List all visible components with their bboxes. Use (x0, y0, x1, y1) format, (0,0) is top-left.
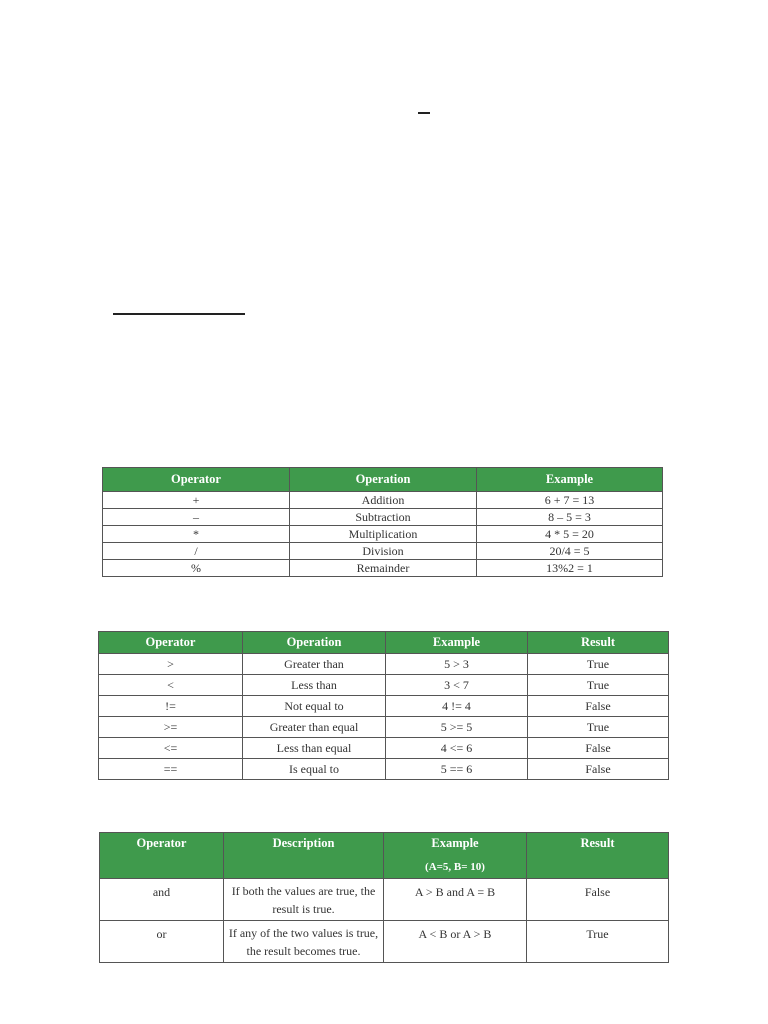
table-row (103, 543, 663, 560)
operator-cell: <= (99, 738, 243, 759)
example-cell: 4 != 4 (386, 696, 528, 717)
header-example (384, 833, 527, 879)
stray-dash-mark (418, 112, 430, 114)
example-cell: 3 < 7 (386, 675, 528, 696)
operation-cell: Division (290, 543, 477, 560)
operator-cell: >= (99, 717, 243, 738)
result-cell: False (528, 738, 669, 759)
header-operation: Operation (290, 468, 477, 492)
operator-cell: == (99, 759, 243, 780)
operator-cell: and (100, 879, 224, 921)
operator-cell: % (103, 560, 290, 577)
table-header-row (99, 632, 669, 654)
header-example-label: Example (431, 836, 479, 850)
table-row (100, 879, 669, 921)
operator-cell: * (103, 526, 290, 543)
table-row (100, 921, 669, 963)
example-cell: 4 * 5 = 20 (477, 526, 663, 543)
table-header-row (100, 833, 669, 879)
description-cell: If both the values are true, the result is true. (224, 879, 384, 921)
operation-cell: Less than (243, 675, 386, 696)
example-cell: A > B and A = B (384, 879, 527, 921)
table-row (99, 654, 669, 675)
example-cell: 5 == 6 (386, 759, 528, 780)
operation-cell: Addition (290, 492, 477, 509)
header-example-subheader: (A=5, B= 10) (425, 861, 485, 873)
result-cell: False (528, 759, 669, 780)
operator-cell: – (103, 509, 290, 526)
logical-operators-table (99, 832, 669, 963)
operation-cell: Multiplication (290, 526, 477, 543)
table-row (103, 560, 663, 577)
result-cell: True (527, 921, 669, 963)
table-row (99, 759, 669, 780)
operator-cell: > (99, 654, 243, 675)
example-cell: 6 + 7 = 13 (477, 492, 663, 509)
description-cell: If any of the two values is true, the result becomes true. (224, 921, 384, 963)
operator-cell: / (103, 543, 290, 560)
heading-underline (113, 313, 245, 315)
header-result: Result (527, 833, 669, 879)
header-operation: Operation (243, 632, 386, 654)
result-cell: True (528, 675, 669, 696)
operator-cell: or (100, 921, 224, 963)
operation-cell: Is equal to (243, 759, 386, 780)
example-cell: 5 > 3 (386, 654, 528, 675)
relational-operators-table (98, 631, 669, 780)
example-cell: 20/4 = 5 (477, 543, 663, 560)
operator-cell: != (99, 696, 243, 717)
operation-cell: Less than equal (243, 738, 386, 759)
header-operator: Operator (103, 468, 290, 492)
table-row (99, 738, 669, 759)
result-cell: True (528, 654, 669, 675)
table-row (99, 675, 669, 696)
example-cell: 8 – 5 = 3 (477, 509, 663, 526)
example-cell: A < B or A > B (384, 921, 527, 963)
header-example: Example (477, 468, 663, 492)
example-cell: 5 >= 5 (386, 717, 528, 738)
operation-cell: Remainder (290, 560, 477, 577)
result-cell: False (527, 879, 669, 921)
header-operator: Operator (100, 833, 224, 879)
example-cell: 13%2 = 1 (477, 560, 663, 577)
header-description: Description (224, 833, 384, 879)
example-cell: 4 <= 6 (386, 738, 528, 759)
operation-cell: Not equal to (243, 696, 386, 717)
operator-cell: + (103, 492, 290, 509)
header-example: Example (386, 632, 528, 654)
table-row (99, 717, 669, 738)
table-row (103, 509, 663, 526)
table-row (99, 696, 669, 717)
operation-cell: Greater than equal (243, 717, 386, 738)
operation-cell: Greater than (243, 654, 386, 675)
arithmetic-operators-table (102, 467, 663, 577)
result-cell: False (528, 696, 669, 717)
table-header-row (103, 468, 663, 492)
table-row (103, 526, 663, 543)
table-row (103, 492, 663, 509)
header-result: Result (528, 632, 669, 654)
operator-cell: < (99, 675, 243, 696)
operation-cell: Subtraction (290, 509, 477, 526)
result-cell: True (528, 717, 669, 738)
header-operator: Operator (99, 632, 243, 654)
